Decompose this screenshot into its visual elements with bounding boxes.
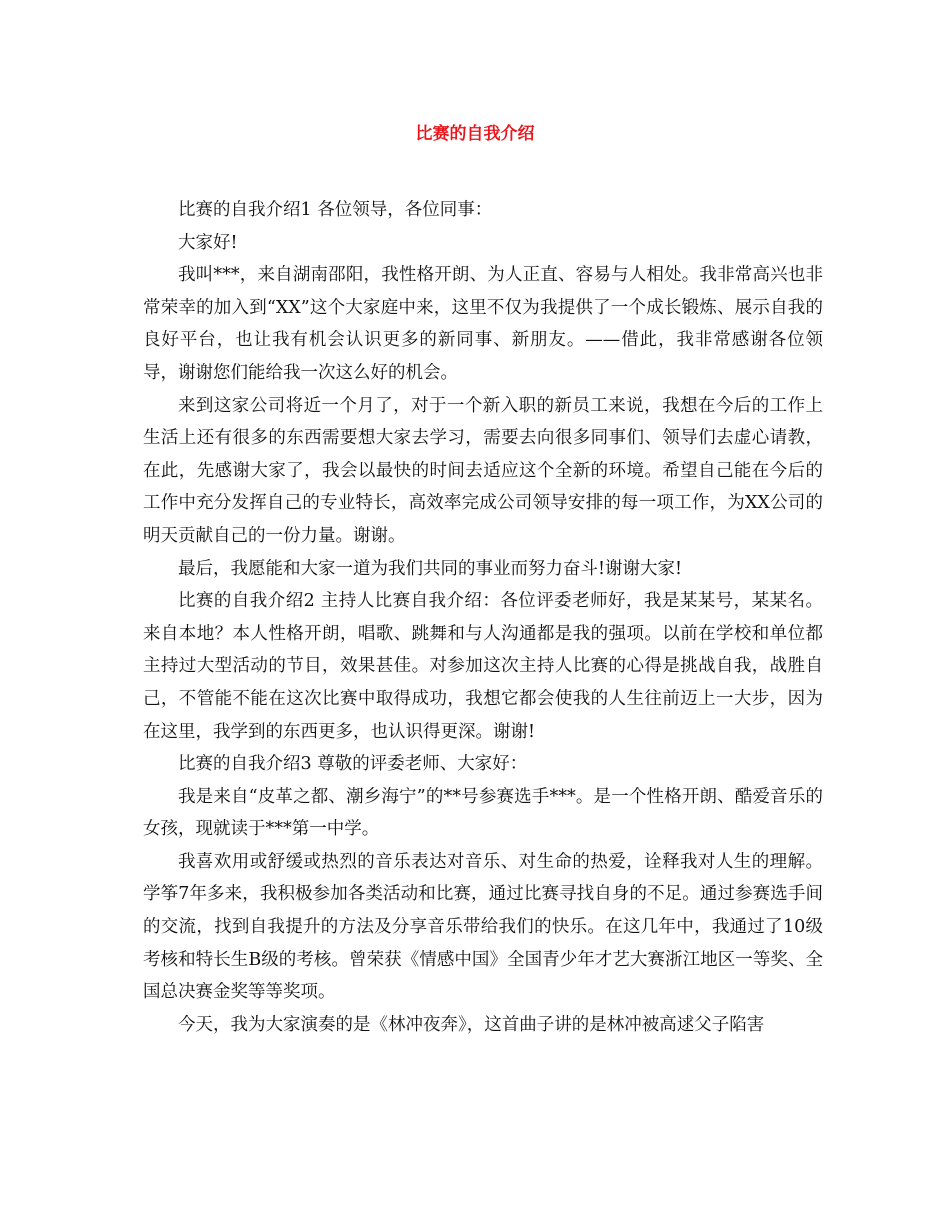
paragraph: 我叫***，来自湖南邵阳，我性格开朗、为人正直、容易与人相处。我非常高兴也非常荣幸的加入到“XX”这个大家庭中来，这里不仅为我提供了一个成长锻炼、展示自我的良好平台，也让我有机会认识更多的新同事、新朋友。——借此，我非常感谢各位领导，谢谢您们能给我一次这么好的机会。 (143, 265, 823, 383)
paragraph: 比赛的自我介绍1 各位领导，各位同事： (178, 200, 493, 220)
document-body (143, 194, 823, 1041)
paragraph: 最后，我愿能和大家一道为我们共同的事业而努力奋斗!谢谢大家! (178, 558, 683, 579)
paragraph: 来到这家公司将近一个月了，对于一个新入职的新员工来说，我想在今后的工作上生活上还有很多的东西需要想大家去学习，需要去向很多同事们、领导们去虚心请教，在此，先感谢大家了，我会以最快的时间去适应这个全新的环境。希望自己能在今后的工作中充分发挥自己的专业特长，高效率完成公司领导安排的每一项工作，为XX公司的明天贡献自己的一份力量。谢谢。 (143, 395, 823, 546)
paragraph: 比赛的自我介绍2 主持人比赛自我介绍：各位评委老师好，我是某某号，某某名。来自本地？本人性格开朗，唱歌、跳舞和与人沟通都是我的强项。以前在学校和单位都主持过大型活动的节目，效果甚佳。对参加这次主持人比赛的心得是挑战自我，战胜自己，不管能不能在这次比赛中取得成功，我想它都会使我的人生往前迈上一大步，因为在这里，我学到的东西更多，也认识得更深。谢谢! (143, 591, 823, 742)
paragraph: 今天，我为大家演奏的是《林冲夜奔》，这首曲子讲的是林冲被高逑父子陷害 (178, 1014, 765, 1035)
paragraph: 比赛的自我介绍3 尊敬的评委老师、大家好： (178, 754, 528, 775)
paragraph: 大家好! (178, 232, 238, 253)
paragraph: 我喜欢用或舒缓或热烈的音乐表达对音乐、对生命的热爱，诠释我对人生的理解。学筝7年多来，我积极参加各类活动和比赛，通过比赛寻找自身的不足。通过参赛选手间的交流，找到自我提升的方法及分享音乐带给我们的快乐。在这几年中，我通过了10级考核和特长生B级的考核。曾荣获《情感中国》全国青少年才艺大赛浙江地区一等奖、全国总决赛金奖等等奖项。 (143, 851, 823, 1003)
paragraph: 我是来自“皮革之都、潮乡海宁”的**号参赛选手***。是一个性格开朗、酷爱音乐的女孩，现就读于***第一中学。 (143, 786, 823, 840)
document-title: 比赛的自我介绍 (415, 124, 535, 144)
